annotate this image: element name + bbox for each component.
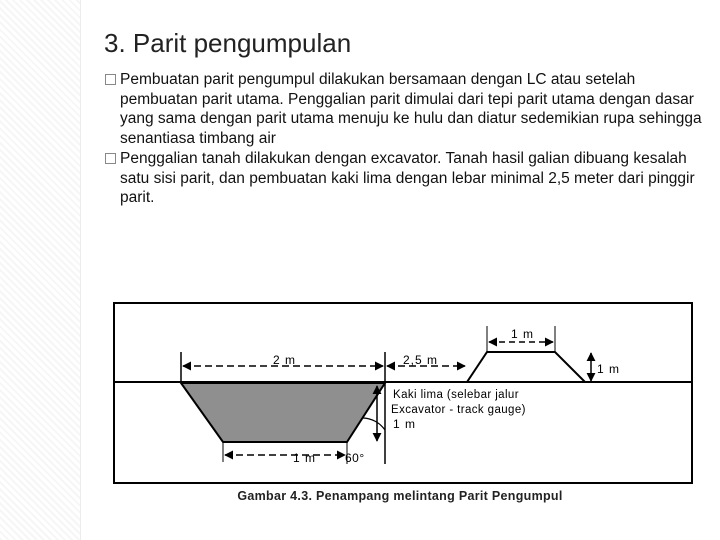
kaki-lima-desc: Excavator - track gauge) xyxy=(391,404,526,416)
kaki-lima-desc: Kaki lima (selebar jalur xyxy=(393,389,519,401)
top-width-label: 2 m xyxy=(273,353,297,367)
angle-label: 60° xyxy=(345,451,365,465)
angle-arc xyxy=(363,418,385,430)
cross-section-diagram xyxy=(115,304,691,482)
mound-shape xyxy=(467,352,585,382)
figure-caption: Gambar 4.3. Penampang melintang Parit Pengumpul xyxy=(237,489,563,503)
bullet-item xyxy=(108,70,708,148)
bullet-item xyxy=(108,149,708,208)
cross-section-figure xyxy=(113,302,693,484)
decorative-sidebar xyxy=(0,0,81,540)
slide-title: 3. Parit pengumpulan xyxy=(104,28,352,58)
bullet-text: Penggalian tanah dilakukan dengan excavator. Tanah hasil galian dibuang kesalah satu sisi parit, dan pembuatan kaki lima dengan lebar minimal 2,5 meter dari pinggir parit. xyxy=(120,150,695,206)
bullet-text: Pembuatan parit pengumpul dilakukan bersamaan dengan LC atau setelah pembuatan parit utama. Penggalian parit dimulai dari tepi parit utama dengan dasar yang sama dengan parit utama menuju ke hulu dan diatur sedemikian rupa sehingga senantiasa timbang air xyxy=(120,71,702,147)
bottom-width-label: 1 m xyxy=(293,451,317,465)
bullet-list xyxy=(108,70,708,209)
trench-shape xyxy=(181,383,385,442)
depth-label: 1 m xyxy=(393,417,417,431)
checkbox-bullet-icon xyxy=(105,74,116,85)
mound-height-label: 1 m xyxy=(597,362,621,376)
mound-width-label: 1 m xyxy=(511,327,535,341)
checkbox-bullet-icon xyxy=(105,153,116,164)
kaki-lima-width-label: 2,5 m xyxy=(403,353,439,367)
